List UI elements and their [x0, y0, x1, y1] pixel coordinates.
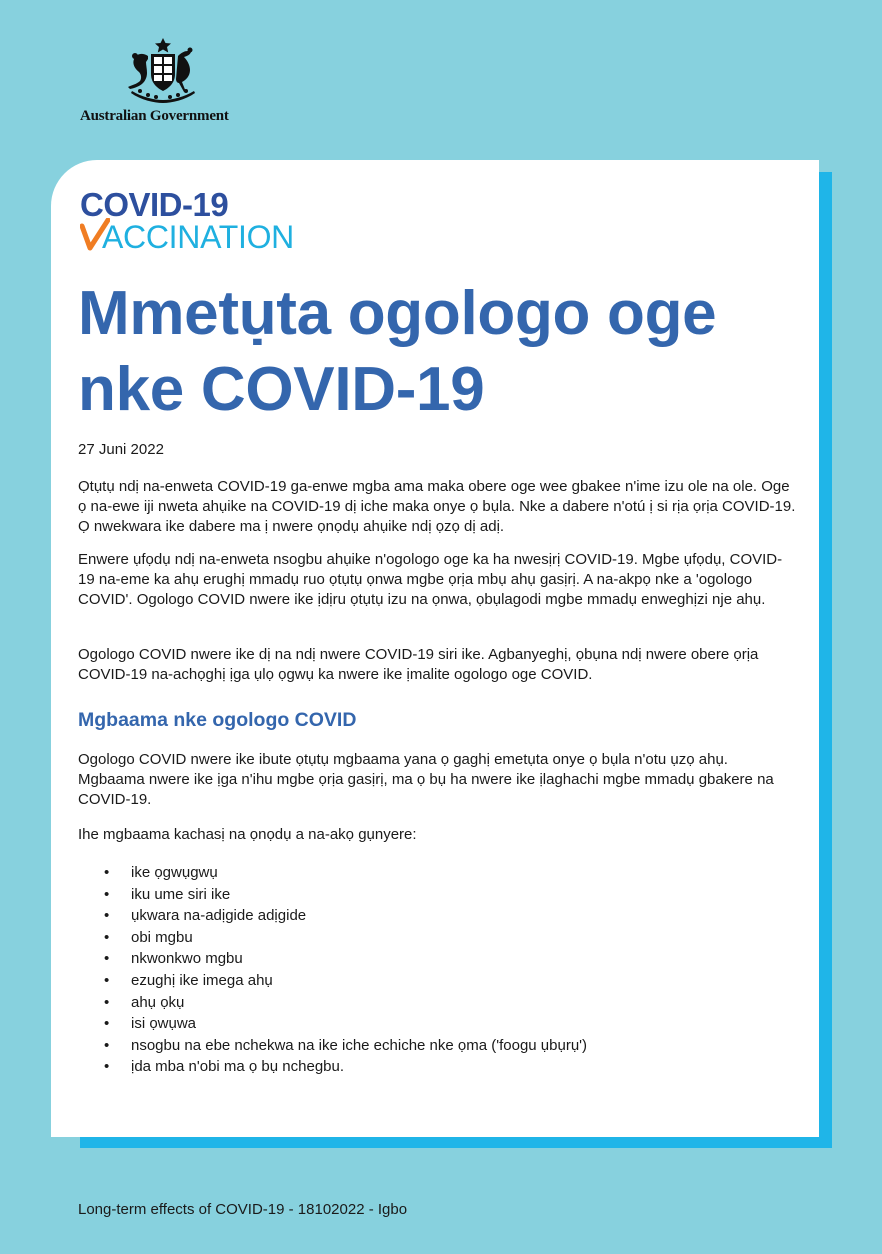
list-item — [78, 1056, 587, 1078]
covid-vaccination-logo — [80, 188, 330, 254]
bullet-icon: • — [104, 864, 110, 881]
bullet-icon: • — [104, 993, 110, 1011]
list-item — [78, 948, 587, 970]
bullet-icon: • — [104, 1015, 110, 1033]
bullet-icon: • — [104, 885, 110, 903]
brand-line-vaccination: ACCINATION — [102, 219, 294, 255]
document-title: Mmetụta ogologo oge nke COVID-19 — [78, 279, 717, 424]
government-name: Australian Government — [80, 108, 229, 124]
coat-of-arms-icon — [118, 36, 208, 108]
symptom-text: isi ọwụwa — [131, 1015, 197, 1033]
list-item — [78, 905, 587, 927]
list-item — [78, 970, 587, 992]
symptom-text: iku ume siri ike — [131, 885, 231, 903]
document-date: 27 Juni 2022 — [78, 441, 164, 458]
bullet-icon: • — [104, 950, 110, 968]
symptom-text: nkwonkwo mgbu — [131, 950, 243, 968]
symptoms-intro: Ihe mgbaama kachasị na ọnọdụ a na-akọ gụnyere: — [78, 826, 417, 843]
list-item — [78, 927, 587, 949]
symptom-text: obi mgbu — [131, 928, 193, 946]
symptom-text: nsogbu na ebe nchekwa na ike iche echiche nke ọma ('foogu ụbụrụ') — [131, 1036, 588, 1054]
list-item — [78, 862, 587, 884]
bullet-icon: • — [104, 1058, 110, 1076]
bullet-icon: • — [104, 928, 110, 946]
list-item — [78, 884, 587, 906]
bullet-icon: • — [104, 1036, 110, 1054]
symptom-list — [78, 862, 587, 1078]
intro-paragraph-3: Ogologo COVID nwere ike dị na ndị nwere COVID-19 siri ike. Agbanyeghị, ọbụna ndị nwere obere ọrịa COVID-19 na-achọghị ịga ụlọ ọgwụ ka nwere ike ịmalite ogologo oge COVID. — [78, 646, 759, 683]
symptom-text: ịda mba n'obi ma ọ bụ nchegbu. — [131, 1058, 345, 1076]
intro-paragraph-2: Enwere ụfọdụ ndị na-enweta nsogbu ahụike n'ogologo oge ka ha nwesịrị COVID-19. Mgbe ụfọdụ, COVID-19 na-eme ka ahụ erughị mmadụ ruo ọtụtụ ọnwa mgbe ọrịa mbụ ahụ gasịrị. A na-akpọ nke a 'ogologo COVID'. Ogologo COVID nwere ike ịdịru ọtụtụ izu na ọnwa, ọbụlagodi mgbe mmadụ enweghịzi nje ahụ. — [78, 551, 783, 608]
bullet-icon: • — [104, 971, 110, 989]
bullet-icon: • — [104, 907, 110, 925]
intro-paragraph-1: Ọtụtụ ndị na-enweta COVID-19 ga-enwe mgba ama maka obere oge wee gbakee n'ime izu ole na ole. Oge ọ na-ewe iji nweta ahụike na COVID-19 dị iche maka onye ọ bụla. Nke a dabere n'otú ị si rịa ọrịa COVID-19. Ọ nwekwara ike dabere ma ị nwere ọnọdụ ahụike ndị ọzọ dị adị. — [78, 478, 796, 535]
section-heading: Mgbaama nke ogologo COVID — [78, 709, 357, 731]
symptom-text: ike ọgwụgwụ — [131, 864, 218, 881]
symptom-text: ụkwara na-adịgide adịgide — [131, 907, 307, 925]
footer-text: Long-term effects of COVID-19 - 18102022 - Igbo — [78, 1201, 408, 1218]
symptom-text: ahụ ọkụ — [131, 993, 185, 1011]
list-item — [78, 1035, 587, 1057]
list-item — [78, 992, 587, 1014]
symptom-text: ezughị ike imega ahụ — [131, 971, 273, 989]
symptoms-paragraph: Ogologo COVID nwere ike ibute ọtụtụ mgbaama yana ọ gaghị emetụta onye ọ bụla n'otu ụzọ ahụ. Mgbaama nwere ike ịga n'ihu mgbe ọrịa gasịrị, ma ọ bụ ha nwere ike ịlaghachi mgbe mmadụ gbakere na COVID-19. — [78, 751, 774, 808]
list-item — [78, 1013, 587, 1035]
brand-line-covid: COVID-19 — [80, 186, 229, 223]
